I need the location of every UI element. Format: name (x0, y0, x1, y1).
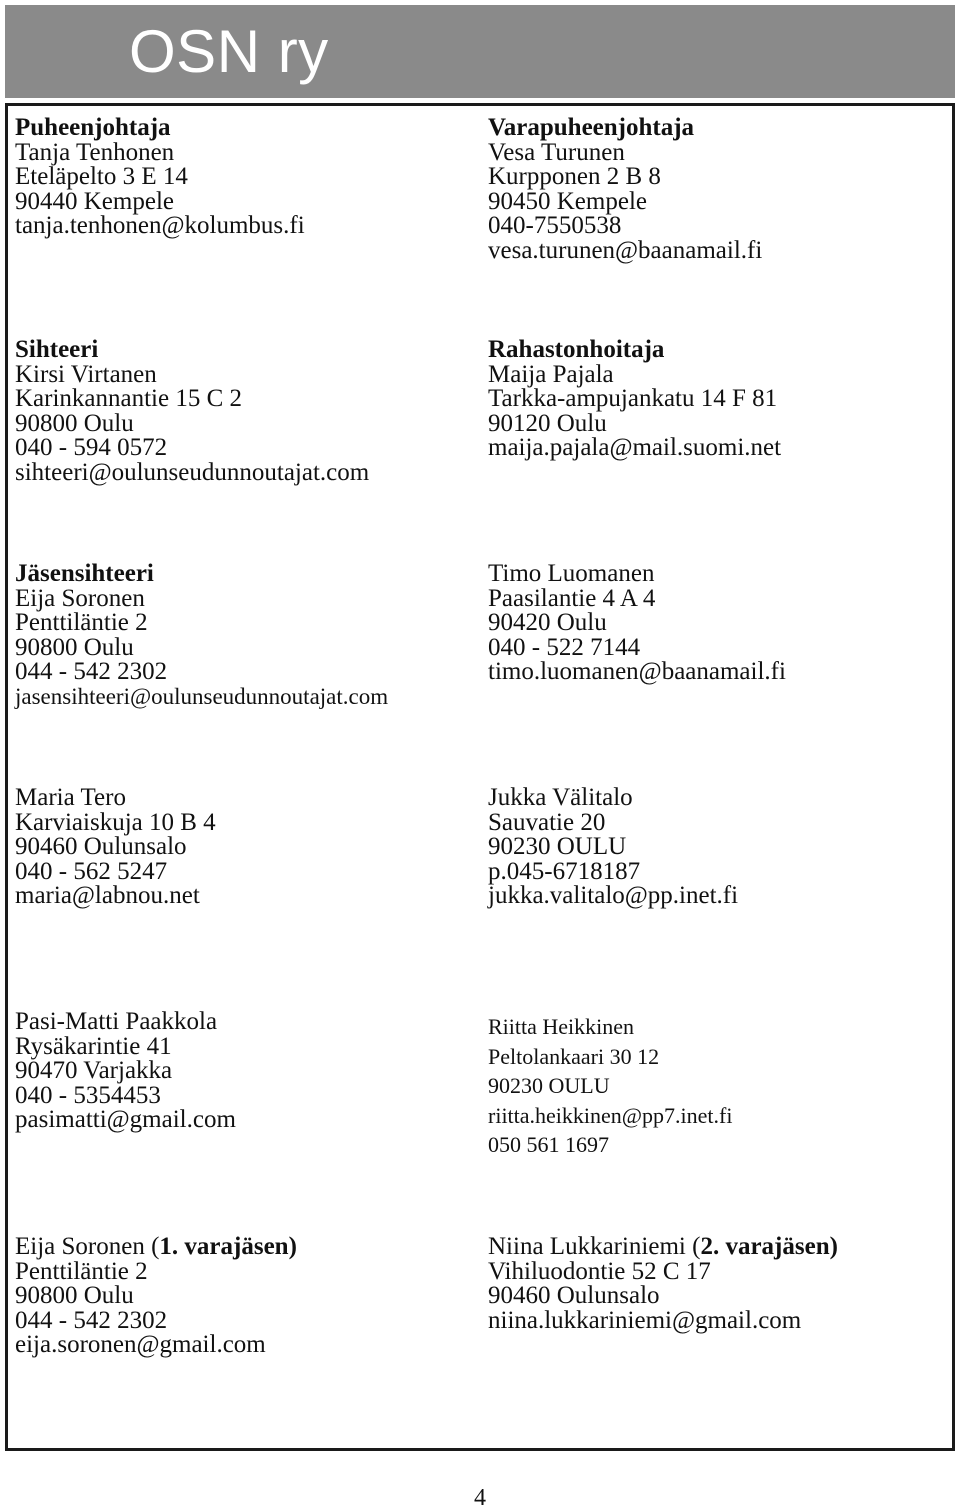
contact-email: maria@labnou.net (15, 882, 200, 909)
contact-name: Tanja Tenhonen (15, 138, 175, 166)
contact-name-line (488, 1235, 838, 1260)
contact-phone: 044 - 542 2302 (15, 1306, 168, 1334)
contact-city: 90230 OULU (488, 833, 627, 860)
contact-member-maria (15, 786, 216, 909)
contact-phone: 040-7550538 (488, 212, 622, 239)
contact-street: Paasilantie 4 A 4 (488, 584, 656, 612)
contact-role: Jäsensihteeri (15, 560, 154, 587)
contact-city: 90450 Kempele (488, 187, 647, 215)
contact-member-jukka (488, 786, 738, 909)
contact-phone: 040 - 522 7144 (488, 633, 641, 661)
contact-city: 90460 Oulunsalo (15, 833, 187, 860)
contact-name: Pasi-Matti Paakkola (15, 1008, 218, 1035)
contact-email: vesa.turunen@baanamail.fi (488, 236, 763, 264)
contact-phone: p.045-6718187 (488, 857, 641, 885)
contact-phone: 040 - 594 0572 (15, 434, 168, 461)
contact-email: sihteeri@oulunseudunnoutajat.com (15, 458, 370, 486)
contact-city: 90120 Oulu (488, 409, 607, 437)
contact-name: Maija Pajala (488, 360, 614, 388)
contact-city: 90440 Kempele (15, 187, 174, 215)
contact-city: 90230 OULU (488, 1073, 610, 1098)
contact-street: Karinkannantie 15 C 2 (15, 385, 243, 412)
contact-name: Jukka Välitalo (488, 784, 633, 811)
contact-vice-chair (488, 116, 762, 263)
contact-membership-secretary (15, 562, 388, 709)
contact-email: niina.lukkariniemi@gmail.com (488, 1306, 802, 1334)
contact-street: Eteläpelto 3 E 14 (15, 163, 188, 190)
contact-name-line (15, 1235, 297, 1260)
contact-role: Sihteeri (15, 336, 99, 363)
contact-name: Eija Soronen ( (15, 1233, 160, 1260)
contact-city: 90800 Oulu (15, 1282, 134, 1309)
contact-role: Rahastonhoitaja (488, 336, 665, 363)
contact-city: 90420 Oulu (488, 609, 607, 636)
contact-street: Penttiläntie 2 (15, 1257, 148, 1285)
contact-name: Maria Tero (15, 784, 126, 811)
contact-city: 90800 Oulu (15, 409, 134, 437)
contact-phone: 044 - 542 2302 (15, 658, 168, 685)
header-band (5, 5, 955, 98)
contact-secretary (15, 338, 369, 485)
contact-name: Riitta Heikkinen (488, 1014, 635, 1039)
contact-street: Karviaiskuja 10 B 4 (15, 808, 216, 836)
contact-street: Kurpponen 2 B 8 (488, 163, 661, 190)
contact-name: Niina Lukkariniemi ( (488, 1233, 701, 1260)
contact-email: timo.luomanen@baanamail.fi (488, 658, 786, 685)
contact-street: Peltolankaari 30 12 (488, 1043, 660, 1069)
contact-role: Puheenjohtaja (15, 114, 171, 141)
contact-deputy-1 (15, 1235, 297, 1358)
contact-role: Varapuheenjohtaja (488, 114, 695, 141)
contact-email: jasensihteeri@oulunseudunnoutajat.com (15, 683, 389, 709)
contact-role: 2. varajäsen) (700, 1233, 838, 1260)
contact-member-pasi (15, 1010, 236, 1133)
contact-email: riitta.heikkinen@pp7.inet.fi (488, 1102, 733, 1128)
page-title: OSN ry (129, 18, 329, 85)
contact-name: Kirsi Virtanen (15, 360, 157, 388)
contact-street: Tarkka-ampujankatu 14 F 81 (488, 385, 778, 412)
contact-phone: 040 - 562 5247 (15, 857, 168, 885)
contact-role: 1. varajäsen) (159, 1233, 297, 1260)
contact-phone: 040 - 5354453 (15, 1081, 161, 1109)
contact-chair (15, 116, 305, 239)
contact-email: jukka.valitalo@pp.inet.fi (488, 882, 739, 909)
contact-street: Vihiluodontie 52 C 17 (488, 1257, 711, 1285)
contact-treasurer (488, 338, 781, 461)
contact-phone: 050 561 1697 (488, 1132, 609, 1157)
contact-name: Eija Soronen (15, 584, 145, 612)
contact-member-riitta (488, 1012, 732, 1160)
contact-deputy-2 (488, 1235, 838, 1333)
contact-street: Sauvatie 20 (488, 808, 606, 836)
contact-email: maija.pajala@mail.suomi.net (488, 434, 782, 461)
page-number: 4 (474, 1485, 486, 1511)
contact-city: 90460 Oulunsalo (488, 1282, 660, 1309)
contact-member-timo (488, 562, 786, 685)
contact-city: 90470 Varjakka (15, 1057, 173, 1084)
contact-street: Penttiläntie 2 (15, 609, 148, 636)
contact-name: Timo Luomanen (488, 560, 655, 587)
contact-name: Vesa Turunen (488, 138, 625, 166)
contact-city: 90800 Oulu (15, 633, 134, 661)
contact-email: eija.soronen@gmail.com (15, 1331, 266, 1358)
contact-email: tanja.tenhonen@kolumbus.fi (15, 212, 305, 239)
contact-email: pasimatti@gmail.com (15, 1106, 236, 1133)
contact-street: Rysäkarintie 41 (15, 1032, 172, 1060)
